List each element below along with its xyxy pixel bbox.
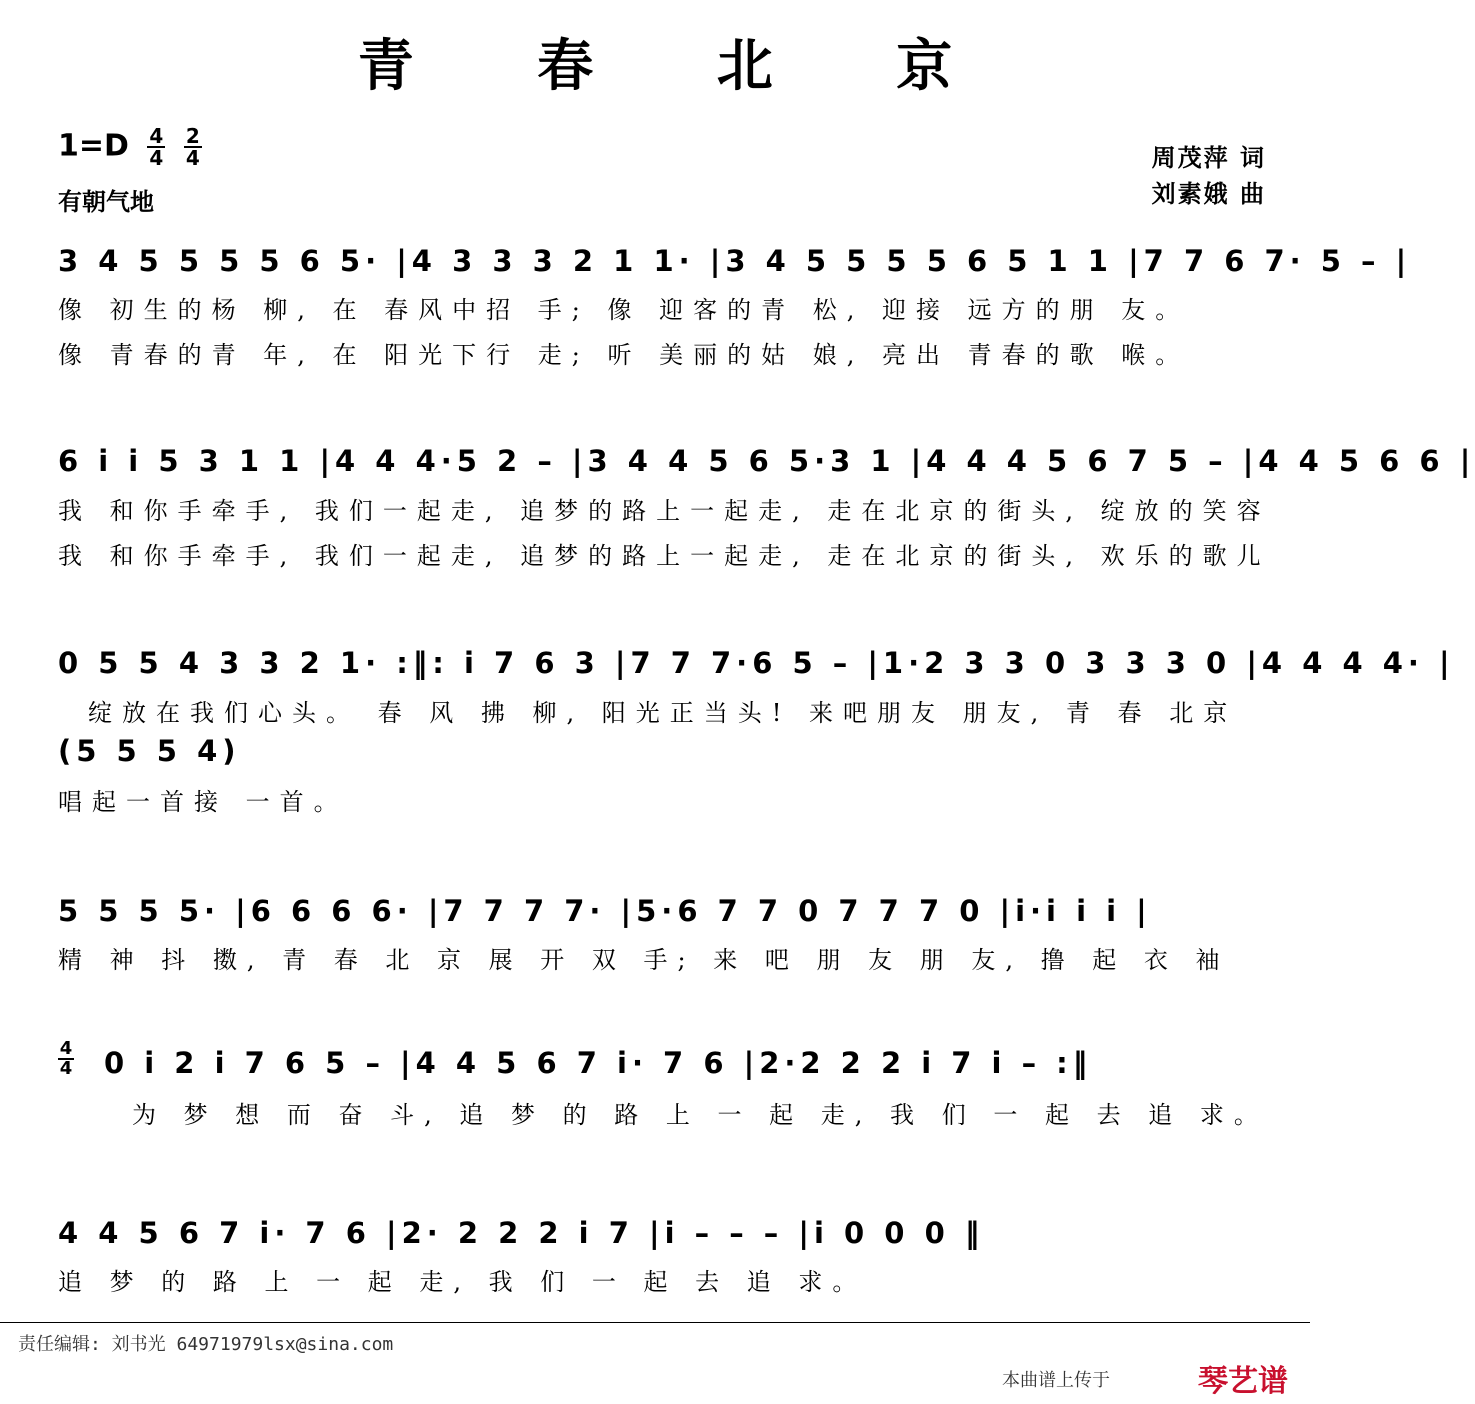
- lyric-line-2b: 我 和你手牵手, 我们一起走, 追梦的路上一起走, 走在北京的街头, 欢乐的歌儿: [58, 542, 1271, 570]
- tempo-mark: 有朝气地: [58, 188, 154, 216]
- page-title: 青 春 北 京: [357, 33, 1005, 99]
- time-signature-2-4: $\frac{2}{4}$: [184, 126, 202, 168]
- alt-notation-line-3: (5 5 5 4): [58, 734, 241, 768]
- watermark-text: 本曲谱上传于: [1002, 1370, 1110, 1391]
- notation-line-1: 3 4 5 5 5 5 6 5· |4 3 3 3 2 1 1· |3 4 5 5 5 5 6 5 1 1 |7 7 6 7· 5 – |: [58, 244, 1412, 278]
- notation-line-2: 6 i i 5 3 1 1 |4 4 4·5 2 – |3 4 4 5 6 5·3 1 |4 4 4 5 6 7 5 – |4 4 5 6 6 |: [58, 444, 1475, 478]
- lyric-line-3: 绽放在我们心头。 春 风 拂 柳, 阳光正当头! 来吧朋友 朋友, 青 春 北京: [88, 699, 1238, 727]
- watermark-logo: 琴艺谱: [1198, 1364, 1288, 1399]
- key-signature: [58, 126, 202, 168]
- lyric-line-6: 追 梦 的 路 上 一 起 走, 我 们 一 起 去 追 求。: [58, 1268, 867, 1296]
- lyric-line-1b: 像 青春的青 年, 在 阳光下行 走; 听 美丽的姑 娘, 亮出 青春的歌 喉。: [58, 341, 1190, 369]
- composer-credit: 刘素娥 曲: [1151, 180, 1266, 208]
- notation-line-5: 0 i 2 i 7 6 5 – |4 4 5 6 7 i· 7 6 |2·2 2 2 i 7 i – :‖: [104, 1046, 1093, 1080]
- key-label: 1=D: [58, 128, 129, 164]
- time-signature-change: 4 4: [59, 1038, 73, 1079]
- lyric-line-2a: 我 和你手牵手, 我们一起走, 追梦的路上一起走, 走在北京的街头, 绽放的笑容: [58, 497, 1271, 525]
- lyricist-credit: 周茂萍 词: [1151, 144, 1266, 172]
- lyric-line-4: 精 神 抖 擞, 青 春 北 京 展 开 双 手; 来 吧 朋 友 朋 友, 撸 起 衣 袖: [58, 946, 1230, 974]
- lyric-line-1a: 像 初生的杨 柳, 在 春风中招 手; 像 迎客的青 松, 迎接 远方的朋 友。: [58, 296, 1190, 324]
- notation-line-6: 4 4 5 6 7 i· 7 6 |2· 2 2 2 i 7 |i – – – |i 0 0 0 ‖: [58, 1216, 985, 1250]
- footer-editor: 责任编辑: 刘书光 64971979lsx@sina.com: [18, 1334, 394, 1355]
- alt-lyric-line-3: 唱起一首接 一首。: [58, 788, 348, 816]
- notation-line-3: 0 5 5 4 3 3 2 1· :‖: i 7 6 3 |7 7 7·6 5 – |1·2 3 3 0 3 3 3 0 |4 4 4 4· |: [58, 646, 1455, 680]
- time-signature-4-4: $\frac{4}{4}$: [147, 126, 165, 168]
- notation-line-4: 5 5 5 5· |6 6 6 6· |7 7 7 7· |5·6 7 7 0 7 7 7 0 |i·i i i |: [58, 894, 1152, 928]
- lyric-line-5: 为 梦 想 而 奋 斗, 追 梦 的 路 上 一 起 走, 我 们 一 起 去 追 求。: [132, 1101, 1268, 1129]
- footer-divider: [0, 1322, 1310, 1323]
